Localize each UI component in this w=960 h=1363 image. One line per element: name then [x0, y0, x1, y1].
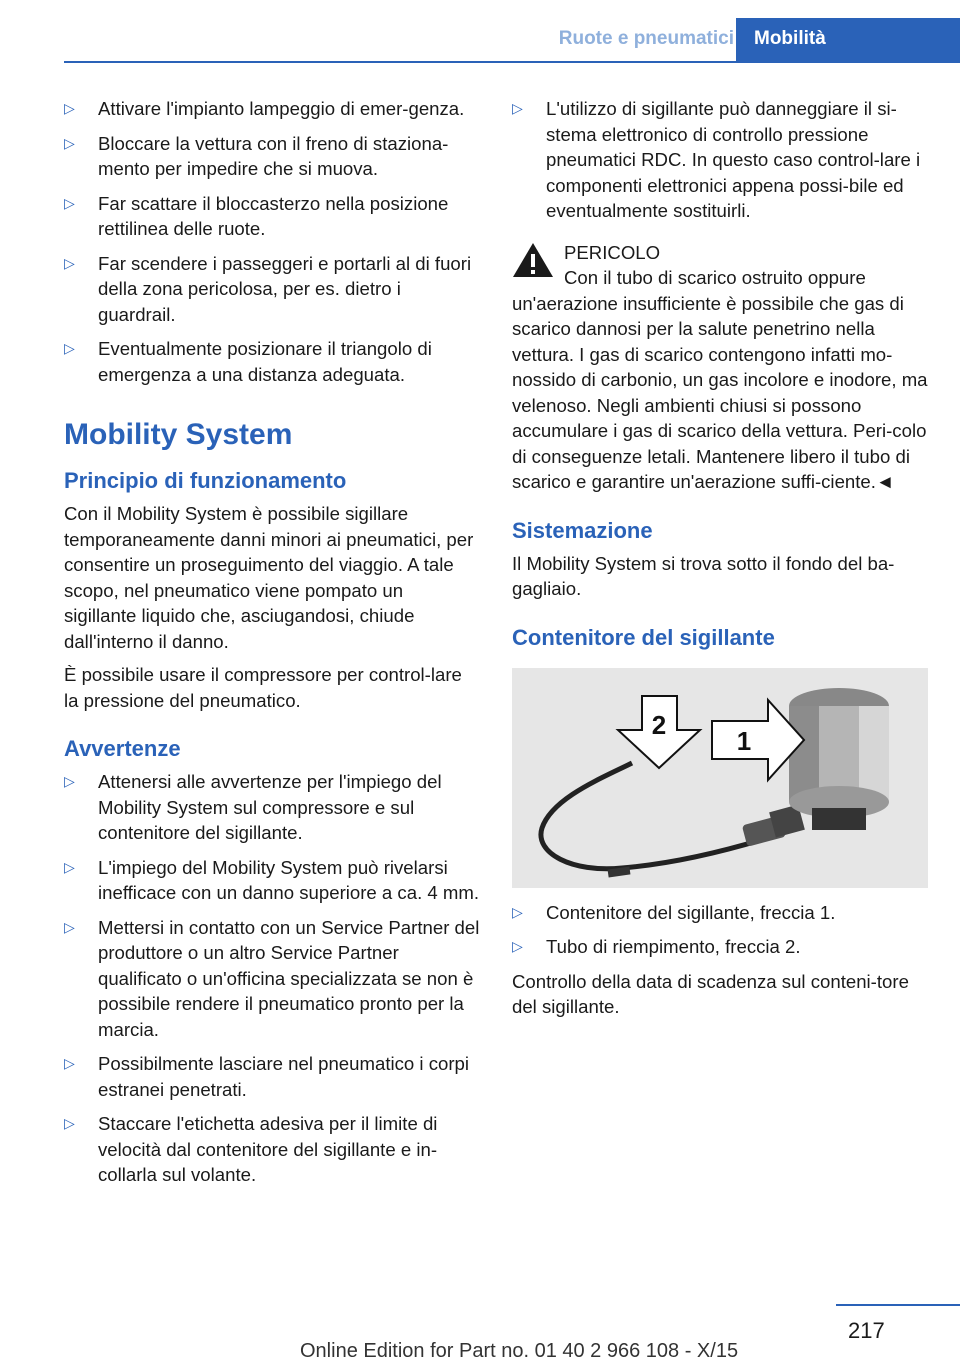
sealant-illustration	[512, 668, 928, 888]
storage-heading: Sistemazione	[512, 517, 653, 543]
warning-body: un'aerazione insufficiente è possibile che gas di scarico dannosi per la salute penetrino nella vettura. I gas di scarico contengono infatti mo-nossido di carbonio, un gas incolore e inodore, ma velenoso. Negli ambienti chiusi si possono accumulare i gas di scarico della vettura. Peri-colo di conseguenze letali. Mantenere libero il tubo di scarico e garantire un'aerazione suffi-ciente.◄	[512, 292, 928, 492]
storage-text: Il Mobility System si trova sotto il fondo del ba-gagliaio.	[512, 552, 895, 599]
bullet-triangle-icon: ▷	[64, 254, 75, 271]
emergency-steps-list	[64, 96, 480, 387]
bullet-triangle-icon: ▷	[512, 903, 523, 920]
bullet-triangle-icon: ▷	[64, 134, 75, 151]
bullet-triangle-icon: ▷	[64, 100, 75, 116]
rdc-note-list	[512, 96, 928, 224]
list-item: ▷ Eventualmente posizionare il triangolo di emergenza a una distanza adeguata.	[64, 338, 432, 385]
sealant-container-figure	[512, 668, 928, 888]
figure-label-2: 2	[651, 709, 667, 740]
bullet-triangle-icon: ▷	[64, 1055, 75, 1071]
list-item: ▷ Contenitore del sigillante, freccia 1.	[512, 900, 928, 926]
principle-paragraph-2: È possibile usare il compressore per control-lare la pressione del pneumatico.	[64, 664, 462, 711]
bullet-triangle-icon: ▷	[64, 858, 75, 875]
notes-list	[64, 769, 480, 1188]
legend-list	[512, 900, 928, 960]
left-column	[64, 96, 480, 1197]
principle-heading: Principio di funzionamento	[64, 468, 347, 493]
header-section-title: Ruote e pneumatici	[558, 28, 734, 49]
figure-label-1: 1	[736, 725, 752, 756]
list-item: ▷ L'utilizzo di sigillante può danneggiare il si-stema elettronico di controllo pressione pneumatici RDC. In questo caso control-lare i componenti elettronici appena possi-bile ed eventualmente sostituirli.	[512, 98, 921, 221]
bullet-triangle-icon: ▷	[64, 194, 75, 211]
page-title: Mobility System	[64, 418, 293, 451]
list-item: ▷ L'impiego del Mobility System può rivelarsi inefficace con un danno superiore a ca. 4 mm.	[64, 856, 480, 903]
list-item: ▷ Far scattare il bloccasterzo nella posizione rettilinea delle ruote.	[64, 192, 449, 239]
list-item: ▷ Attenersi alle avvertenze per l'impiego del Mobility System sul compressore e sul contenitore del sigillante.	[64, 771, 442, 843]
list-item: ▷ Mettersi in contatto con un Service Partner del produttore o un altro Service Partner qualificato o un'officina specializzata se non è possibile rendere il pneumatico pronto per la marcia.	[64, 916, 480, 1040]
list-item: ▷ Possibilmente lasciare nel pneumatico i corpi estranei penetrati.	[64, 1053, 470, 1100]
container-heading: Contenitore del sigillante	[512, 624, 775, 650]
page-number: 217	[848, 1318, 885, 1343]
right-column	[512, 96, 928, 1028]
notes-heading: Avvertenze	[64, 736, 181, 761]
warning-first-line: Con il tubo di scarico ostruito oppure	[564, 267, 866, 288]
bullet-triangle-icon: ▷	[512, 100, 523, 116]
list-item: ▷ Staccare l'etichetta adesiva per il limite di velocità dal contenitore del sigillante e in-collarla sul volante.	[64, 1113, 438, 1185]
list-item: ▷ Tubo di riempimento, freccia 2.	[512, 934, 928, 960]
list-item: ▷ Far scendere i passeggeri e portarli al di fuori della zona pericolosa, per es. dietro i guardrail.	[64, 252, 472, 325]
list-item: ▷ Bloccare la vettura con il freno di staziona-mento per impedire che si muova.	[64, 132, 449, 179]
edition-footer: Online Edition for Part no. 01 40 2 966 108 - X/15	[300, 1340, 739, 1362]
warning-label: PERICOLO	[564, 241, 661, 263]
header-chapter-tab: Mobilità	[736, 18, 960, 62]
bullet-triangle-icon: ▷	[64, 340, 75, 356]
header-rule	[64, 61, 960, 63]
bullet-triangle-icon: ▷	[64, 1115, 75, 1131]
warning-triangle-icon	[512, 242, 554, 278]
list-item: ▷ Attivare l'impianto lampeggio di emer-genza.	[64, 96, 480, 122]
footer-rule	[836, 1304, 960, 1306]
expiry-check-text: Controllo della data di scadenza sul conteni-tore del sigillante.	[512, 970, 909, 1017]
danger-warning	[512, 240, 928, 495]
bullet-triangle-icon: ▷	[64, 918, 75, 935]
principle-paragraph-1: Con il Mobility System è possibile sigillare temporaneamente danni minori ai pneumatici, per consentire un proseguimento del viaggio. A tale scopo, nel pneumatico viene pompato un sigillante liquido che, asciugandosi, chiude dall'interno il danno.	[64, 503, 474, 652]
bullet-triangle-icon: ▷	[64, 773, 75, 789]
bullet-triangle-icon: ▷	[512, 938, 523, 954]
